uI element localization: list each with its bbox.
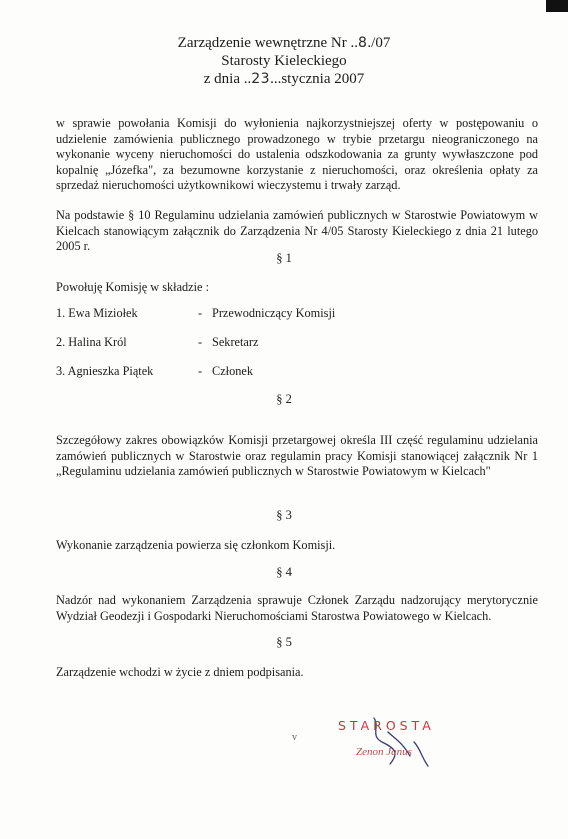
date-suffix: ...stycznia 2007 bbox=[270, 71, 365, 87]
execution-paragraph: Wykonanie zarządzenia powierza się członkom Komisji. bbox=[56, 538, 336, 552]
effective-paragraph: Zarządzenie wchodzi w życie z dniem podpisania. bbox=[56, 665, 304, 679]
title-suffix: ./07 bbox=[367, 35, 391, 51]
section-3-heading: § 3 bbox=[276, 508, 292, 522]
header-title bbox=[0, 34, 568, 52]
legal-basis-paragraph: Na podstawie § 10 Regulaminu udzielania zamówień publicznych w Starostwie Powiatowym w Kielcach stanowiącym załącznik do Zarządzenia Nr 4/05 Starosty Kieleckiego z dnia 21 lutego 2005 r. bbox=[56, 208, 538, 253]
member-name: 1. Ewa Miziołek bbox=[56, 306, 138, 320]
header-issuer: Starosty Kieleckiego bbox=[221, 53, 347, 69]
signature-title: STAROSTA bbox=[338, 718, 435, 733]
member-role: Sekretarz bbox=[212, 335, 259, 349]
member-row bbox=[56, 335, 258, 350]
member-dash: - bbox=[198, 335, 203, 349]
duties-paragraph: Szczegółowy zakres obowiązków Komisji przetargowej określa III część regulaminu udzielania zamówień publicznych w Starostwie oraz regulamin pracy Komisji stanowiącej załącznik Nr 1 „Regulaminu udzielania zamówień publicznych w Starostwie Powiatowym w Kielcach" bbox=[56, 433, 538, 478]
section-5-heading: § 5 bbox=[276, 635, 292, 649]
member-row bbox=[56, 306, 335, 321]
member-role: Członek bbox=[212, 364, 253, 378]
title-prefix: Zarządzenie wewnętrzne Nr .. bbox=[177, 35, 358, 51]
subject-paragraph: w sprawie powołania Komisji do wyłonienia najkorzystniejszej oferty w postępowaniu o udzielenie zamówienia publicznego prowadzonego w trybie przetargu nieograniczonego na wykonanie wyceny nieruchomości do ustalenia odszkodowania za grunty wywłaszczone pod kopalnię „Józefka", za bezumowne korzystanie z nieruchomości, oraz określenia opłaty za sprzedaż nieruchomości użytkownikowi wieczystemu i trwały zarząd. bbox=[56, 116, 538, 192]
member-dash: - bbox=[198, 364, 203, 378]
scan-corner-mark bbox=[546, 0, 568, 12]
section-2-heading: § 2 bbox=[276, 392, 292, 406]
member-role: Przewodniczący Komisji bbox=[212, 306, 336, 320]
appoint-intro: Powołuję Komisję w składzie : bbox=[56, 280, 210, 294]
member-dash: - bbox=[198, 306, 203, 320]
member-row bbox=[56, 364, 253, 379]
member-name: 3. Agnieszka Piątek bbox=[56, 364, 154, 378]
signature-name: Zenon Janus bbox=[356, 746, 412, 758]
header-date bbox=[0, 70, 568, 88]
section-4-heading: § 4 bbox=[276, 565, 292, 579]
handwritten-number: 8 bbox=[357, 35, 368, 51]
member-name: 2. Halina Król bbox=[56, 335, 127, 349]
stray-pen-mark: v bbox=[292, 732, 297, 743]
supervision-paragraph: Nadzór nad wykonaniem Zarządzenia sprawuje Członek Zarządu nadzorujący merytorycznie Wydział Geodezji i Gospodarki Nieruchomościami Starostwa Powiatowego w Kielcach. bbox=[56, 593, 538, 623]
date-prefix: z dnia .. bbox=[203, 71, 252, 87]
handwritten-day: 23 bbox=[251, 71, 271, 87]
section-1-heading: § 1 bbox=[276, 251, 292, 265]
document-header bbox=[0, 34, 568, 88]
